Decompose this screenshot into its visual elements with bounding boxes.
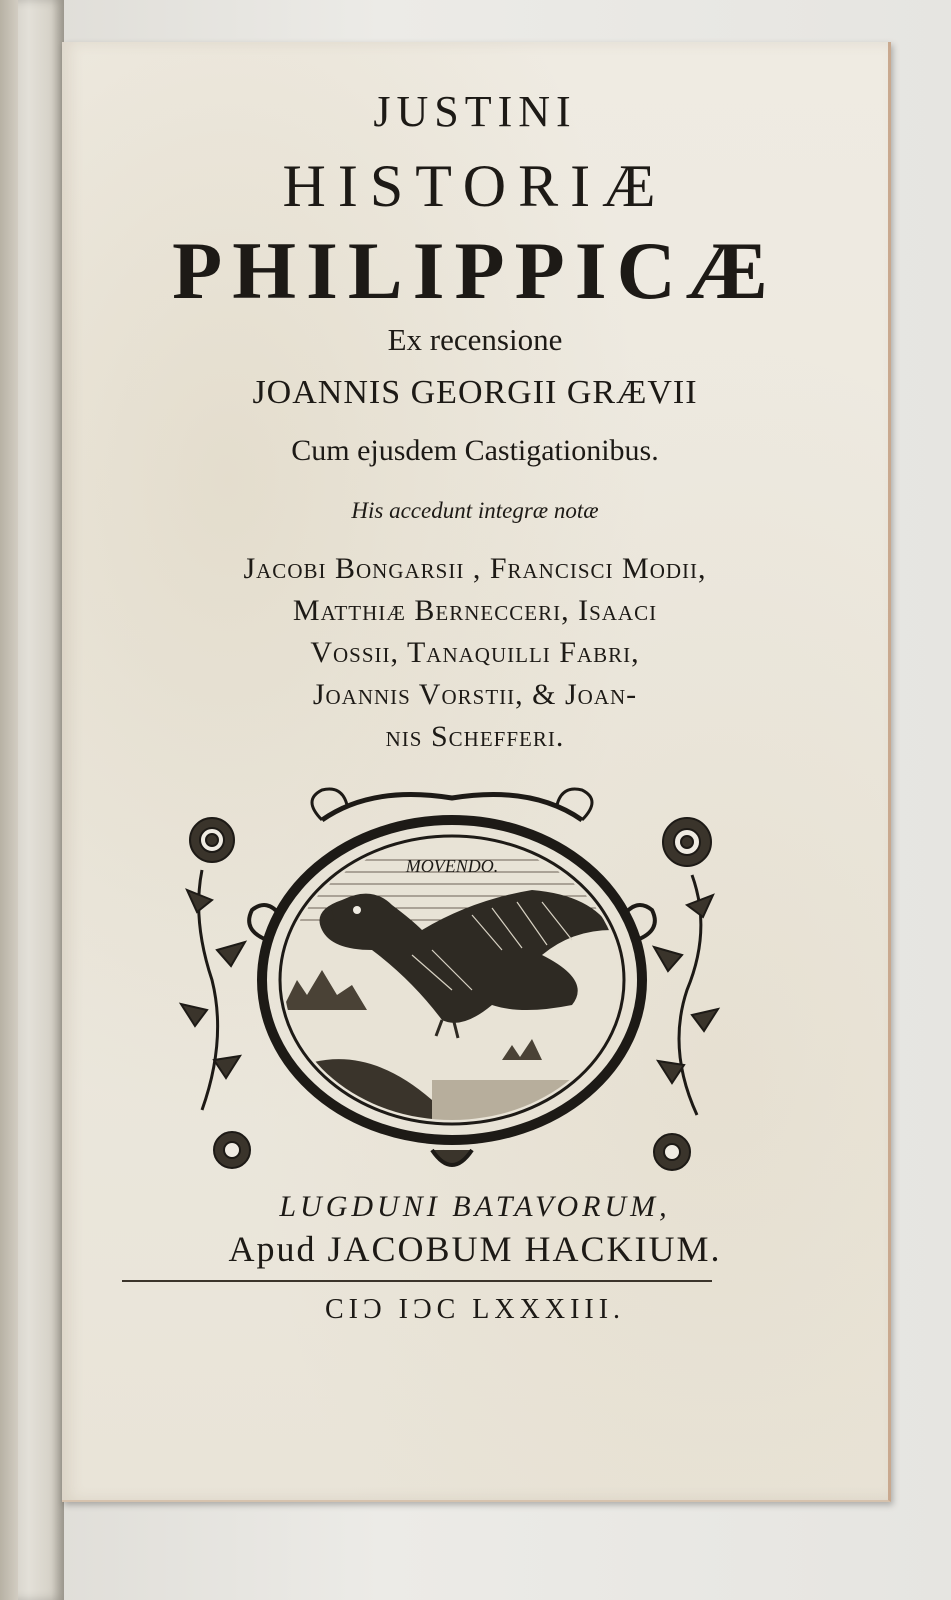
recension-line: Ex recensione <box>387 322 563 357</box>
book-left-pages <box>0 0 64 1600</box>
book-cover-edge <box>0 0 18 1600</box>
title-line-1: HISTORIÆ <box>282 153 668 219</box>
title-line-2: PHILIPPICÆ <box>172 225 778 316</box>
imprint-printer: Apud JACOBUM HACKIUM. <box>228 1229 722 1269</box>
left-rose-icon <box>181 818 250 1168</box>
device-motto: MOVENDO. <box>405 856 499 876</box>
imprint-rule <box>122 1280 712 1282</box>
commentators-line-4: Joannis Vorstii, & Joan- <box>312 678 638 711</box>
title-page <box>62 42 891 1502</box>
imprint-date: CIƆ IƆC LXXXIII. <box>324 1294 626 1325</box>
right-rose-icon <box>654 818 718 1170</box>
editor-name: JOANNIS GEORGII GRÆVII <box>252 374 698 411</box>
commentators-line-3: Vossii, Tanaquilli Fabri, <box>310 636 640 669</box>
imprint-place: LUGDUNI BATAVORUM, <box>279 1190 671 1223</box>
commentators-line-5: nis Schefferi. <box>385 720 565 753</box>
printers-device-eagle-icon <box>172 780 732 1180</box>
castigations-line: Cum ejusdem Castigationibus. <box>291 434 659 467</box>
accedunt-line: His accedunt integræ notæ <box>351 498 599 523</box>
author-name: JUSTINI <box>373 87 577 136</box>
commentators-line-1: Jacobi Bongarsii , Francisci Modii, <box>243 552 707 585</box>
commentators-line-2: Matthiæ Bernecceri, Isaaci <box>292 594 658 627</box>
